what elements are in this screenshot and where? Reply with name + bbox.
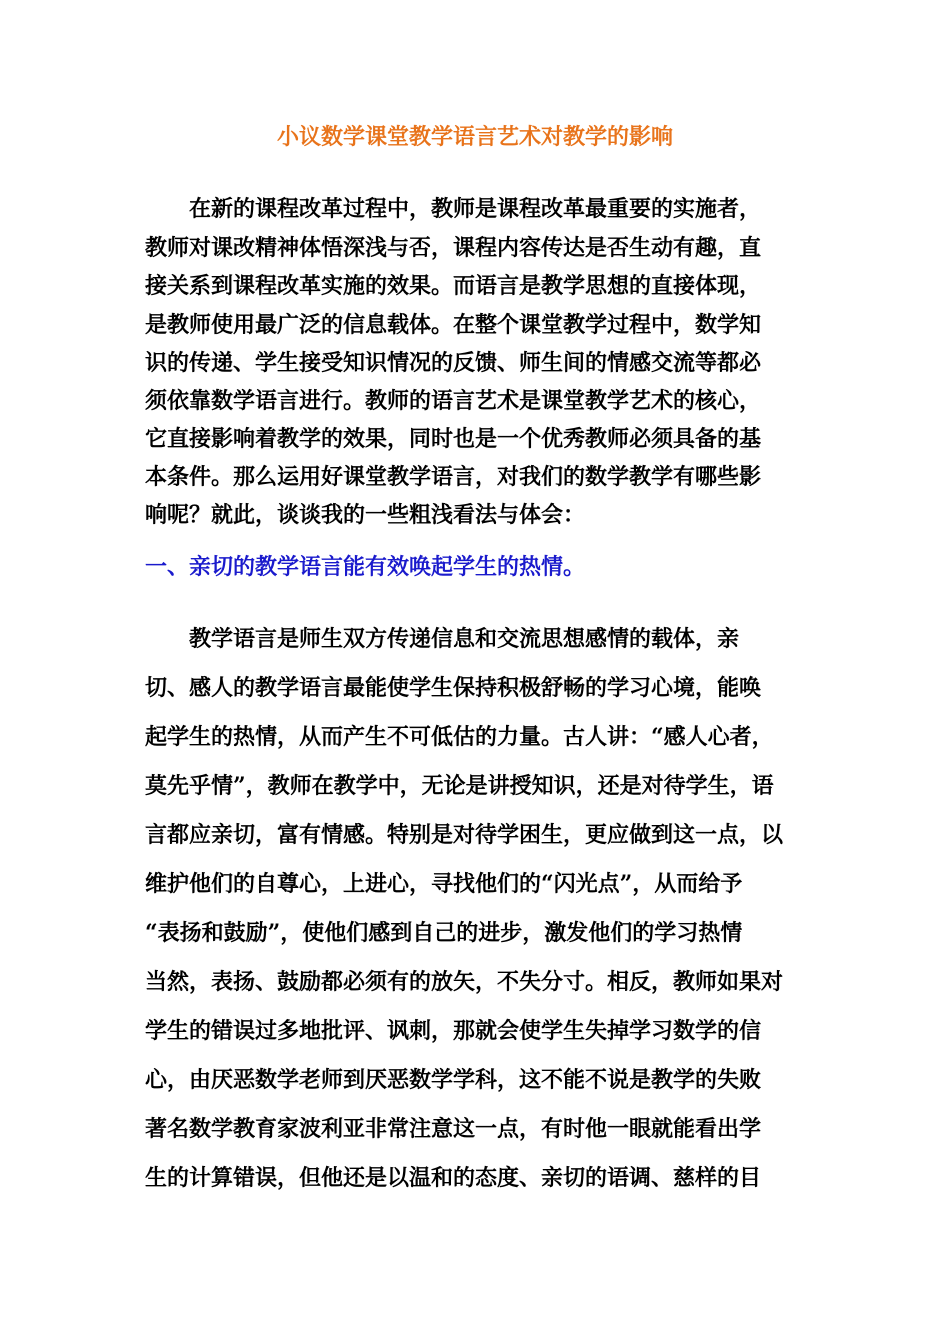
intro-line: 本条件。那么运用好课堂教学语言，对我们的数学教学有哪些影: [145, 464, 762, 490]
document-title: 小议数学课堂教学语言艺术对教学的影响: [276, 124, 673, 150]
section1-line: 心，由厌恶数学老师到厌恶数学学科，这不能不说是教学的失败: [145, 1067, 762, 1093]
intro-line: 接关系到课程改革实施的效果。而语言是教学思想的直接体现，: [145, 273, 762, 299]
section1-line: 起学生的热情，从而产生不可低估的力量。古人讲：“感人心者，: [145, 724, 774, 750]
section1-line: 言都应亲切，富有情感。特别是对待学困生，更应做到这一点，以: [145, 822, 784, 848]
intro-line: 须依靠数学语言进行。教师的语言艺术是课堂教学艺术的核心，: [145, 388, 762, 414]
section1-line: “表扬和鼓励”，使他们感到自己的进步，激发他们的学习热情: [145, 920, 743, 946]
intro-line: 是教师使用最广泛的信息载体。在整个课堂教学过程中，数学知: [145, 312, 762, 338]
section1-line: 莫先乎情”，教师在教学中，无论是讲授知识，还是对待学生，语: [145, 773, 774, 799]
section-heading: 一、亲切的教学语言能有效唤起学生的热情。: [145, 554, 586, 580]
intro-line: 它直接影响着教学的效果，同时也是一个优秀教师必须具备的基: [145, 426, 762, 452]
section1-line: 著名数学教育家波利亚非常注意这一点，有时他一眼就能看出学: [145, 1116, 762, 1142]
intro-line: 响呢？就此，谈谈我的一些粗浅看法与体会：: [145, 502, 586, 528]
intro-line: 识的传递、学生接受知识情况的反馈、师生间的情感交流等都必: [145, 350, 762, 376]
intro-line: 在新的课程改革过程中，教师是课程改革最重要的实施者，: [145, 196, 762, 222]
section1-line: 维护他们的自尊心，上进心，寻找他们的“闪光点”，从而给予: [145, 871, 743, 897]
section1-line: 切、感人的教学语言最能使学生保持积极舒畅的学习心境，能唤: [145, 675, 762, 701]
intro-line: 教师对课改精神体悟深浅与否，课程内容传达是否生动有趣，直: [145, 235, 762, 261]
section1-line: 学生的错误过多地批评、讽刺，那就会使学生失掉学习数学的信: [145, 1018, 762, 1044]
section1-line: 生的计算错误，但他还是以温和的态度、亲切的语调、慈样的目: [145, 1165, 762, 1191]
section1-line: 教学语言是师生双方传递信息和交流思想感情的载体，亲: [145, 626, 740, 652]
section1-line: 当然，表扬、鼓励都必须有的放矢，不失分寸。相反，教师如果对: [145, 969, 784, 995]
